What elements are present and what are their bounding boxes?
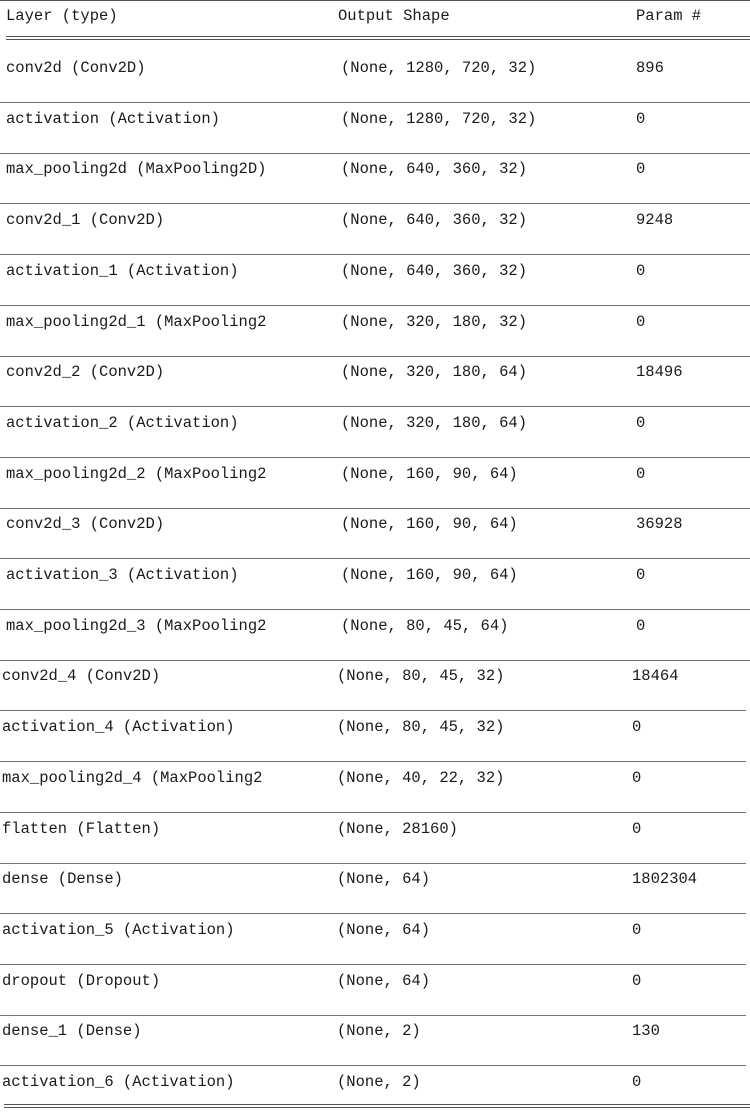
table-row [0, 514, 750, 536]
layer-name: activation_6 (Activation) [2, 1073, 235, 1091]
header-layer: Layer (type) [6, 7, 118, 25]
table-row [0, 666, 750, 688]
table-row [0, 616, 750, 638]
row-separator [0, 761, 746, 762]
row-separator [0, 964, 746, 965]
output-shape: (None, 320, 180, 64) [341, 414, 528, 432]
output-shape: (None, 160, 90, 64) [341, 515, 518, 533]
param-count: 896 [636, 59, 664, 77]
layer-name: max_pooling2d_4 (MaxPooling2 [2, 769, 263, 787]
table-row [0, 312, 750, 334]
param-count: 0 [636, 262, 646, 280]
layer-name: conv2d_4 (Conv2D) [2, 667, 161, 685]
param-count: 1802304 [632, 870, 698, 888]
table-row [0, 413, 750, 435]
layer-name: dense (Dense) [2, 870, 123, 888]
row-separator [0, 508, 750, 509]
layer-name: activation_4 (Activation) [2, 718, 235, 736]
header-params: Param # [636, 7, 702, 25]
param-count: 0 [632, 718, 642, 736]
table-header [0, 6, 750, 28]
output-shape: (None, 2) [337, 1073, 421, 1091]
layer-name: conv2d_2 (Conv2D) [6, 363, 165, 381]
layer-name: max_pooling2d (MaxPooling2D) [6, 160, 267, 178]
output-shape: (None, 64) [337, 870, 431, 888]
layer-name: conv2d (Conv2D) [6, 59, 146, 77]
table-row [0, 1072, 750, 1094]
output-shape: (None, 320, 180, 64) [341, 363, 528, 381]
layer-name: dense_1 (Dense) [2, 1022, 142, 1040]
output-shape: (None, 40, 22, 32) [337, 769, 505, 787]
output-shape: (None, 160, 90, 64) [341, 566, 518, 584]
output-shape: (None, 80, 45, 64) [341, 617, 509, 635]
row-separator [0, 710, 746, 711]
row-separator [0, 609, 750, 610]
row-separator [0, 102, 750, 103]
output-shape: (None, 80, 45, 32) [337, 667, 505, 685]
layer-name: max_pooling2d_1 (MaxPooling2 [6, 313, 267, 331]
table-row [0, 971, 750, 993]
row-separator [0, 153, 750, 154]
param-count: 18496 [636, 363, 683, 381]
layer-name: activation_5 (Activation) [2, 921, 235, 939]
layer-name: conv2d_1 (Conv2D) [6, 211, 165, 229]
output-shape: (None, 28160) [337, 820, 458, 838]
row-separator [0, 558, 750, 559]
param-count: 9248 [636, 211, 674, 229]
table-row [0, 1021, 750, 1043]
param-count: 0 [636, 566, 646, 584]
table-row [0, 768, 750, 790]
header-double-rule [6, 36, 750, 40]
param-count: 0 [636, 313, 646, 331]
layer-name: activation_2 (Activation) [6, 414, 239, 432]
output-shape: (None, 320, 180, 32) [341, 313, 528, 331]
row-separator [0, 812, 746, 813]
layer-name: flatten (Flatten) [2, 820, 161, 838]
footer-double-rule [4, 1104, 750, 1108]
layer-name: max_pooling2d_3 (MaxPooling2 [6, 617, 267, 635]
header-output-shape: Output Shape [338, 7, 450, 25]
layer-name: activation (Activation) [6, 110, 220, 128]
table-row [0, 819, 750, 841]
param-count: 0 [636, 110, 646, 128]
row-separator [0, 406, 750, 407]
row-separator [0, 457, 750, 458]
layer-name: activation_3 (Activation) [6, 566, 239, 584]
param-count: 0 [632, 921, 642, 939]
table-row [0, 159, 750, 181]
param-count: 0 [636, 617, 646, 635]
param-count: 0 [632, 769, 642, 787]
param-count: 0 [636, 465, 646, 483]
output-shape: (None, 1280, 720, 32) [341, 59, 537, 77]
row-separator [0, 356, 750, 357]
table-row [0, 109, 750, 131]
output-shape: (None, 640, 360, 32) [341, 160, 528, 178]
table-row [0, 464, 750, 486]
output-shape: (None, 80, 45, 32) [337, 718, 505, 736]
row-separator [0, 203, 750, 204]
table-row [0, 565, 750, 587]
layer-name: dropout (Dropout) [2, 972, 161, 990]
table-row [0, 869, 750, 891]
table-row [0, 920, 750, 942]
output-shape: (None, 640, 360, 32) [341, 262, 528, 280]
param-count: 0 [636, 414, 646, 432]
param-count: 0 [632, 972, 642, 990]
param-count: 0 [636, 160, 646, 178]
row-separator [0, 305, 750, 306]
table-row [0, 362, 750, 384]
layer-name: activation_1 (Activation) [6, 262, 239, 280]
output-shape: (None, 64) [337, 972, 431, 990]
table-row [0, 717, 750, 739]
layer-name: conv2d_3 (Conv2D) [6, 515, 165, 533]
layer-name: max_pooling2d_2 (MaxPooling2 [6, 465, 267, 483]
output-shape: (None, 2) [337, 1022, 421, 1040]
table-row [0, 210, 750, 232]
row-separator [0, 660, 750, 661]
row-separator [0, 913, 746, 914]
output-shape: (None, 1280, 720, 32) [341, 110, 537, 128]
output-shape: (None, 64) [337, 921, 431, 939]
top-rule [0, 0, 750, 1]
row-separator [0, 1065, 746, 1066]
param-count: 0 [632, 1073, 642, 1091]
table-row [0, 58, 750, 80]
param-count: 130 [632, 1022, 660, 1040]
output-shape: (None, 640, 360, 32) [341, 211, 528, 229]
output-shape: (None, 160, 90, 64) [341, 465, 518, 483]
param-count: 36928 [636, 515, 683, 533]
param-count: 0 [632, 820, 642, 838]
row-separator [0, 1015, 746, 1016]
param-count: 18464 [632, 667, 679, 685]
row-separator [0, 863, 746, 864]
table-row [0, 261, 750, 283]
row-separator [0, 254, 750, 255]
